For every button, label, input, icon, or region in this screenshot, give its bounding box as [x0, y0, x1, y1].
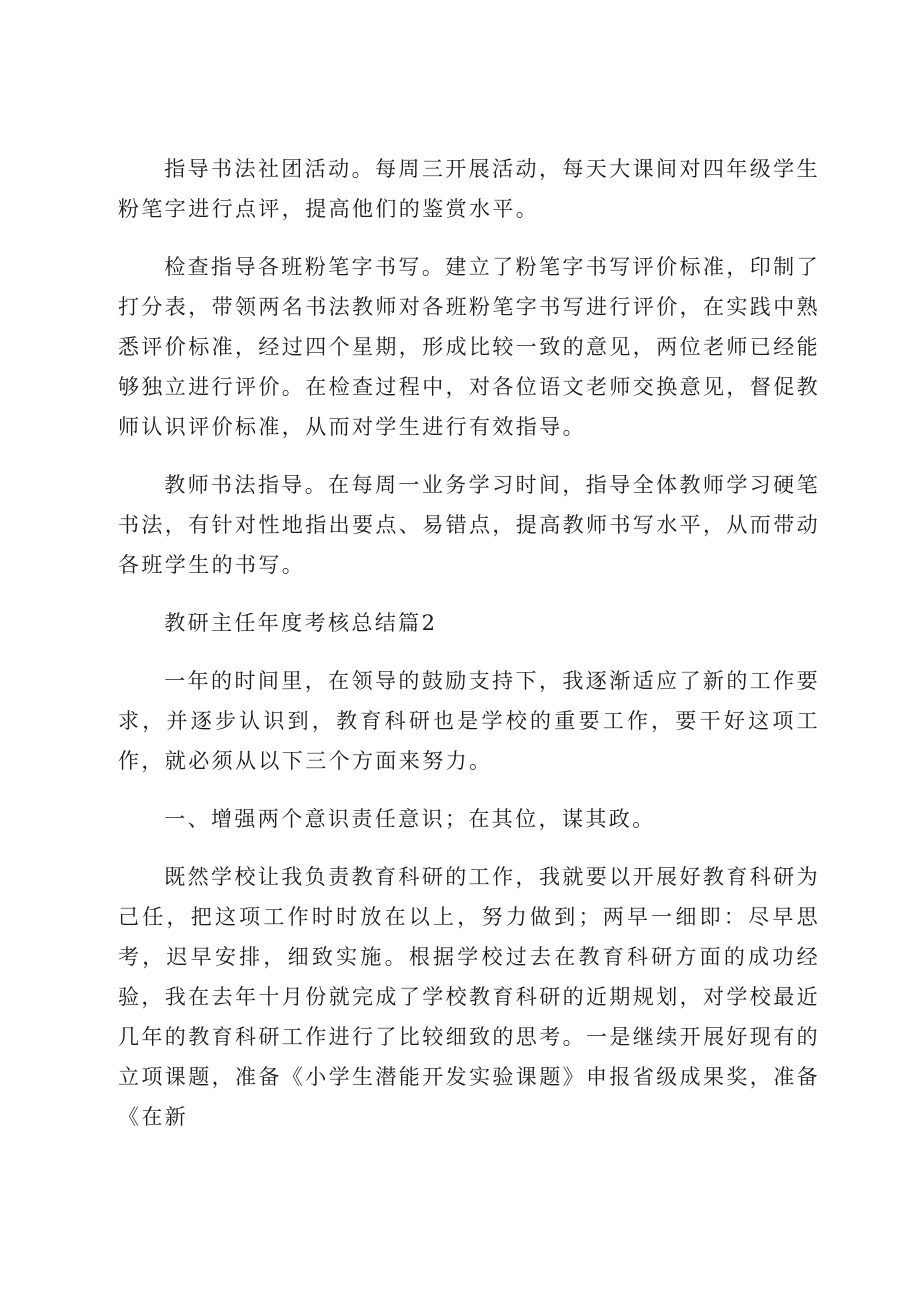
paragraph-intro: 一年的时间里，在领导的鼓励支持下，我逐渐适应了新的工作要求，并逐步认识到，教育科研也是学校的重要工作，要干好这项工作，就必须从以下三个方面来努力。 [118, 669, 820, 773]
paragraph-point-one: 一、增强两个意识责任意识；在其位，谋其政。 [164, 807, 656, 831]
document-body [118, 149, 820, 1155]
paragraph-research-plan: 既然学校让我负责教育科研的工作，我就要以开展好教育科研为己任，把这项工作时时放在以上，努力做到；两早一细即：尽早思考，迟早安排，细致实施。根据学校过去在教育科研方面的成功经验，我在去年十月份就完成了学校教育科研的近期规划，对学校最近几年的教育科研工作进行了比较细致的思考。一是继续开展好现有的立项课题，准备《小学生潜能开发实验课题》申报省级成果奖，准备《在新 [118, 865, 820, 1129]
paragraph-chalk-writing-check: 检查指导各班粉笔字书写。建立了粉笔字书写评价标准，印制了打分表，带领两名书法教师对各班粉笔字书写进行评价，在实践中熟悉评价标准，经过四个星期，形成比较一致的意见，两位老师已经能够独立进行评价。在检查过程中，对各位语文老师交换意见，督促教师认识评价标准，从而对学生进行有效指导。 [118, 255, 820, 439]
paragraph-teacher-calligraphy: 教师书法指导。在每周一业务学习时间，指导全体教师学习硬笔书法，有针对性地指出要点、易错点，提高教师书写水平，从而带动各班学生的书写。 [118, 473, 820, 577]
section-title: 教研主任年度考核总结篇2 [164, 611, 438, 635]
paragraph-calligraphy-club: 指导书法社团活动。每周三开展活动，每天大课间对四年级学生粉笔字进行点评，提高他们的鉴赏水平。 [118, 157, 820, 221]
